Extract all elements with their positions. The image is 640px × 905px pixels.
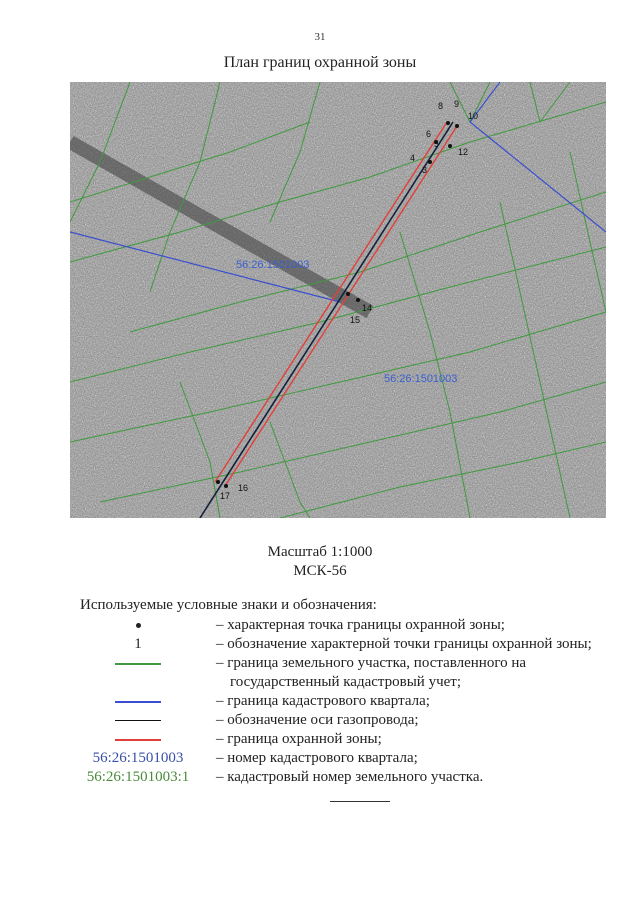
zone-border-sample (115, 739, 161, 741)
legend-symbol: 56:26:1501003 (92, 750, 184, 766)
legend-title: Используемые условные знаки и обозначения: (80, 597, 377, 613)
quarter-border-sample (115, 701, 161, 703)
point-label: 17 (220, 491, 231, 501)
scale-text: Масштаб 1:1000 (267, 544, 373, 560)
legend-text-line1: – граница земельного участка, поставленного на (216, 655, 527, 671)
legend-text: – номер кадастрового квартала; (216, 750, 418, 766)
footer-rule (330, 801, 390, 802)
legend-text: – характерная точка границы охранной зоны; (216, 617, 505, 633)
crs-text: МСК-56 (293, 563, 347, 579)
legend-text: – граница кадастрового квартала; (216, 693, 430, 709)
legend (80, 616, 620, 787)
point-label: 5 (434, 139, 440, 149)
point-dot-icon (136, 623, 141, 628)
legend-row-parcel-border (80, 654, 620, 692)
legend-row-point (80, 616, 620, 635)
point-label: 3 (422, 165, 428, 175)
point-label: 10 (468, 111, 479, 121)
legend-row-parcel-number (80, 768, 620, 787)
legend-symbol (80, 692, 196, 711)
legend-row-point-label (80, 635, 620, 654)
point-label: 9 (454, 99, 460, 109)
legend-text: – обозначение оси газопровода; (216, 712, 419, 728)
page-title: План границ охранной зоны (223, 54, 417, 71)
point-label: 4 (410, 153, 416, 163)
scale-block (0, 543, 640, 581)
legend-text: – обозначение характерной точки границы охранной зоны; (216, 636, 592, 652)
parcel-border-sample (115, 663, 161, 665)
legend-symbol (80, 654, 196, 673)
legend-row-axis (80, 711, 620, 730)
legend-text: – граница охранной зоны; (216, 731, 382, 747)
legend-row-quarter-border (80, 692, 620, 711)
quarter-number-label: 56:26:1501003 (384, 373, 458, 385)
legend-symbol (80, 616, 196, 635)
legend-text-line2: государственный кадастровый учет; (230, 674, 461, 690)
page-number: 31 (314, 31, 326, 43)
legend-row-quarter-number (80, 749, 620, 768)
point-label: 14 (362, 303, 373, 313)
quarter-number-label: 56:26:1501003 (236, 259, 310, 271)
legend-symbol (80, 711, 196, 730)
map-drawing (70, 82, 606, 518)
point-label: 6 (426, 129, 432, 139)
legend-symbol: 56:26:1501003:1 (86, 769, 190, 785)
axis-sample (115, 720, 161, 721)
point-label: 16 (238, 483, 249, 493)
aerial-map (70, 82, 606, 518)
legend-text (216, 654, 616, 692)
legend-row-zone-border (80, 730, 620, 749)
legend-symbol: 1 (134, 636, 142, 652)
point-label: 12 (458, 147, 469, 157)
legend-symbol (80, 730, 196, 749)
point-label: 8 (438, 101, 444, 111)
legend-text: – кадастровый номер земельного участка. (216, 769, 484, 785)
point-label: 15 (350, 315, 361, 325)
